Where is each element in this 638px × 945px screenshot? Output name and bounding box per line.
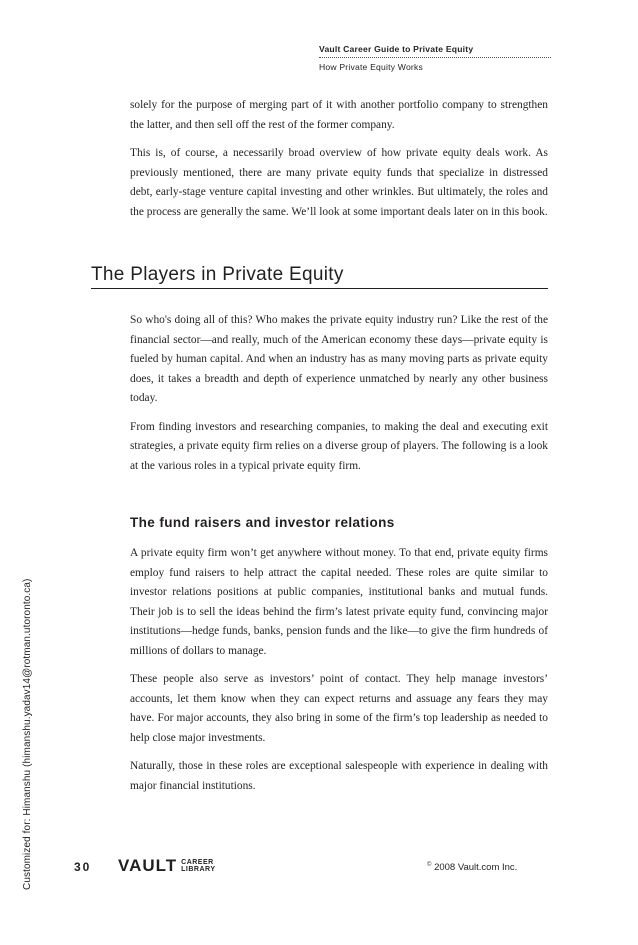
paragraph: A private equity firm won’t get anywhere without money. To that end, private equity firms employ fund raisers to help attract the capital needed. These roles are quite similar to investor relations positions at public companies, institutional banks and mutual funds. Their job is to sell the ideas behind the firm’s latest private equity fund, convincing major institutions—hedge funds, banks, pension funds and the like—to give the firm hundreds of millions of dollars to manage. xyxy=(130,547,548,657)
paragraph: From finding investors and researching companies, to making the deal and executing exit strategies, a private equity firm relies on a diverse group of players. The following is a look at the various roles in a typical private equity firm. xyxy=(130,420,548,472)
intro-text xyxy=(130,96,548,231)
paragraph: These people also serve as investors’ point of contact. They help manage investors’ accounts, let them know when they can expect returns and assuage any fears they may have. For major accounts, they also bring in some of the firm’s top leadership as needed to help close major investments. xyxy=(130,673,548,744)
section-heading: The Players in Private Equity xyxy=(91,264,548,289)
logo-sub-career: CAREER xyxy=(181,859,214,866)
logo-sub-library: LIBRARY xyxy=(181,866,216,873)
copyright xyxy=(427,862,517,873)
logo-subtitle xyxy=(181,859,215,873)
page-number: 30 xyxy=(74,860,92,874)
copyright-symbol: © xyxy=(427,862,432,868)
paragraph: solely for the purpose of merging part of it with another portfolio company to strengthen the latter, and then sell off the rest of the former company. xyxy=(130,99,548,131)
header-subtitle: How Private Equity Works xyxy=(319,62,423,72)
section-text xyxy=(130,311,548,485)
customization-notice: Customized for: Himanshu (himanshu.yadav14@rotman.utoronto.ca) xyxy=(22,578,33,890)
subsection-heading: The fund raisers and investor relations xyxy=(130,515,395,530)
subsection-text xyxy=(130,544,548,805)
logo-wordmark: VAULT xyxy=(118,856,178,875)
header-title: Vault Career Guide to Private Equity xyxy=(319,44,551,58)
page-footer xyxy=(0,856,638,884)
paragraph: So who's doing all of this? Who makes the private equity industry run? Like the rest of the financial sector—and really, much of the American economy these days—private equity is fueled by human capital. And when an industry has as many moving parts as private equity does, it takes a breadth and depth of experience unmatched by nearly any other business today. xyxy=(130,314,548,404)
vault-logo xyxy=(118,856,216,876)
paragraph: Naturally, those in these roles are exceptional salespeople with experience in dealing with major financial institutions. xyxy=(130,760,548,792)
copyright-text: 2008 Vault.com Inc. xyxy=(434,862,518,874)
paragraph: This is, of course, a necessarily broad overview of how private equity deals work. As previously mentioned, there are many private equity funds that specialize in distressed debt, early-stage venture capital investing and other wrinkles. But ultimately, the roles and the process are generally the same. We’ll look at some important deals later on in this book. xyxy=(130,147,548,218)
running-header xyxy=(319,44,551,72)
